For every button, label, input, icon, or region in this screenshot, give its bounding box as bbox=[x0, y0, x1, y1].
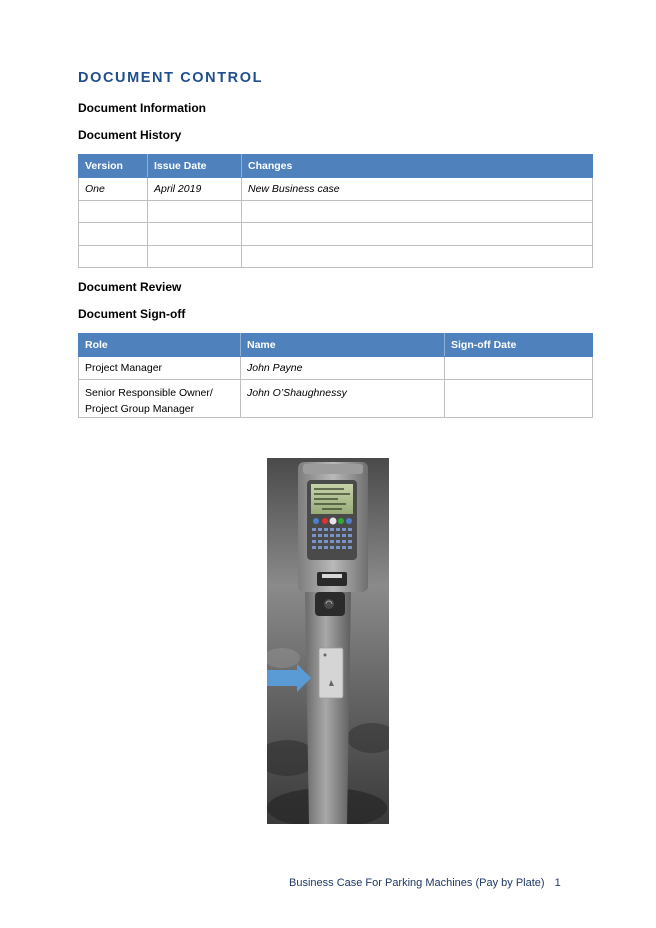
document-title: DOCUMENT CONTROL bbox=[78, 70, 264, 86]
table-cell-issue-date: April 2019 bbox=[148, 178, 242, 201]
table-cell-version: One bbox=[79, 178, 148, 201]
column-header-name: Name bbox=[241, 334, 445, 357]
column-header-version: Version bbox=[79, 155, 148, 178]
table-header-row bbox=[79, 334, 593, 357]
document-signoff-table bbox=[78, 333, 593, 418]
table-cell-name: John Payne bbox=[241, 357, 445, 380]
table-row bbox=[79, 178, 593, 201]
table-cell bbox=[79, 223, 148, 246]
column-header-signoff-date: Sign-off Date bbox=[445, 334, 593, 357]
table-cell bbox=[148, 245, 242, 268]
section-heading-review: Document Review bbox=[78, 280, 182, 294]
column-header-role: Role bbox=[79, 334, 241, 357]
footer-title: Business Case For Parking Machines (Pay by Plate) bbox=[289, 877, 545, 889]
table-cell-name: John O’Shaughnessy bbox=[241, 379, 445, 417]
table-cell-role: Senior Responsible Owner/ Project Group Manager bbox=[79, 379, 241, 417]
table-cell bbox=[79, 245, 148, 268]
table-row bbox=[79, 200, 593, 223]
table-row bbox=[79, 357, 593, 380]
table-cell bbox=[148, 200, 242, 223]
section-heading-signoff: Document Sign-off bbox=[78, 307, 186, 321]
page-footer bbox=[289, 877, 561, 889]
table-cell bbox=[242, 223, 593, 246]
table-cell-role: Project Manager bbox=[79, 357, 241, 380]
table-row bbox=[79, 223, 593, 246]
table-cell-signoff-date bbox=[445, 357, 593, 380]
column-header-changes: Changes bbox=[242, 155, 593, 178]
parking-machine-illustration bbox=[267, 458, 389, 824]
section-heading-history: Document History bbox=[78, 128, 182, 142]
table-cell-changes: New Business case bbox=[242, 178, 593, 201]
page-number: 1 bbox=[554, 877, 561, 889]
table-row bbox=[79, 245, 593, 268]
table-cell bbox=[242, 200, 593, 223]
section-heading-information: Document Information bbox=[78, 101, 206, 115]
parking-machine-photo bbox=[267, 458, 389, 824]
column-header-issue-date: Issue Date bbox=[148, 155, 242, 178]
table-header-row bbox=[79, 155, 593, 178]
table-cell-signoff-date bbox=[445, 379, 593, 417]
document-history-table bbox=[78, 154, 593, 268]
table-cell bbox=[79, 200, 148, 223]
table-row bbox=[79, 379, 593, 417]
table-cell bbox=[242, 245, 593, 268]
table-cell bbox=[148, 223, 242, 246]
